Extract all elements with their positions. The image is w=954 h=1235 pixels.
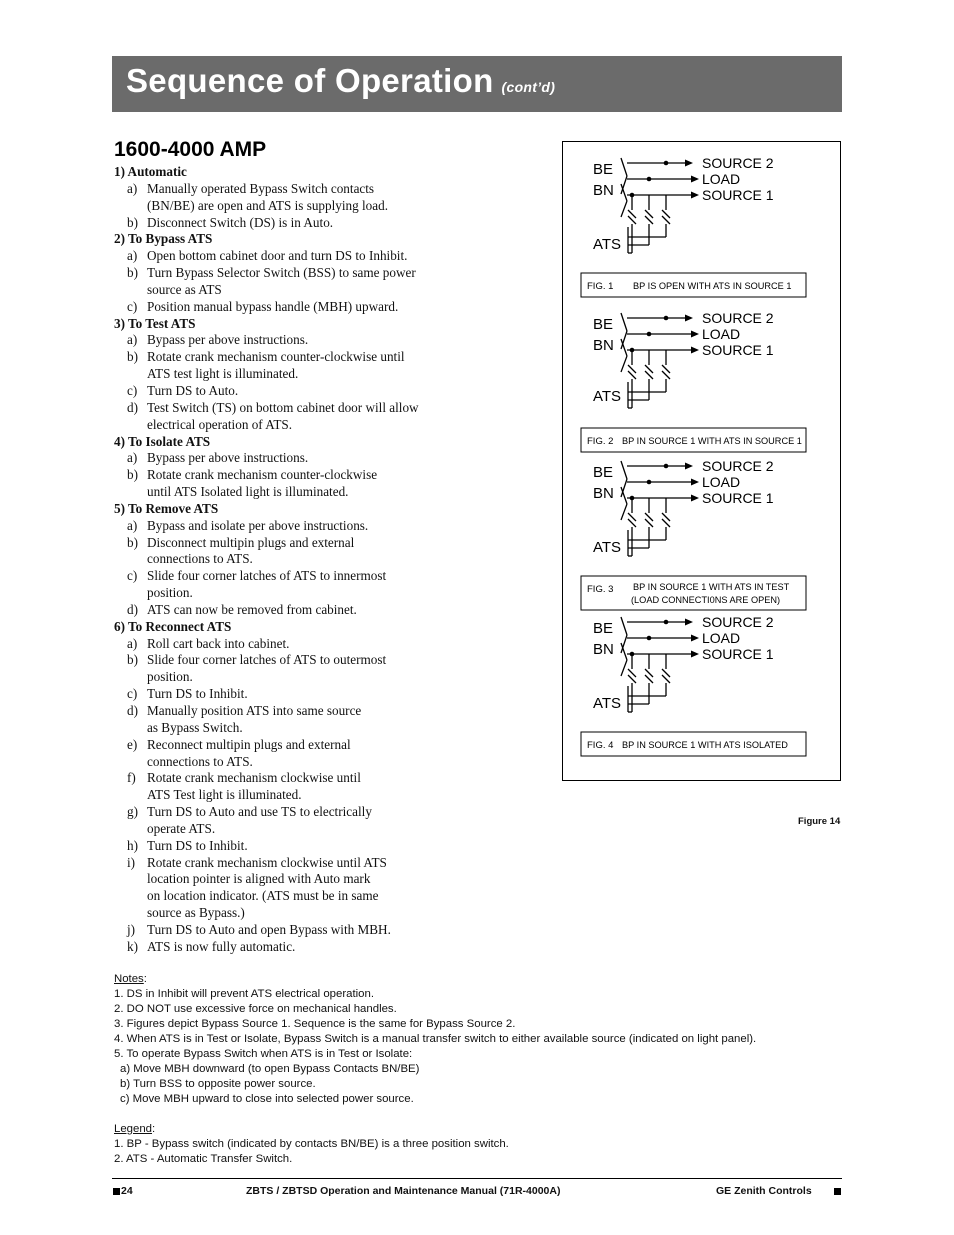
item-text-line: Turn DS to Inhibit.: [147, 686, 248, 702]
item-letter: a): [127, 635, 138, 651]
step-item: [114, 804, 554, 838]
item-letter: f): [127, 770, 136, 786]
item-text-line: Reconnect multipin plugs and external: [147, 736, 351, 752]
junction-dot: [664, 161, 669, 166]
step-item: [114, 602, 554, 619]
label-source-2: SOURCE 2: [702, 458, 774, 474]
list-item: 4. When ATS is in Test or Isolate, Bypass Switch is a manual transfer switch to either available source (indicated on light panel).: [114, 1033, 757, 1045]
arrow-source-2: [685, 160, 693, 167]
item-text-line: ATS can now be removed from cabinet.: [147, 601, 357, 617]
step-item: [114, 518, 554, 535]
bypass-switch-diagrams: [563, 142, 842, 782]
item-letter: d): [127, 399, 138, 415]
step-item: [114, 686, 554, 703]
junction-dot: [664, 316, 669, 321]
label-source-2: SOURCE 2: [702, 614, 774, 630]
item-text-line: ATS is now fully automatic.: [147, 938, 296, 954]
manual-title: ZBTS / ZBTSD Operation and Maintenance Manual (71R-4000A): [246, 1185, 561, 1197]
procedure-steps: [114, 164, 554, 956]
notes-section: [114, 972, 854, 1167]
junction-dot: [647, 177, 652, 182]
step-item: [114, 215, 554, 232]
list-item: 5. To operate Bypass Switch when ATS is in Test or Isolate:: [114, 1048, 413, 1060]
item-letter: g): [127, 804, 138, 820]
junction-dot: [664, 464, 669, 469]
item-text-line: Turn Bypass Selector Switch (BSS) to same power: [147, 265, 416, 281]
label-source-1: SOURCE 1: [702, 342, 774, 358]
arrow-load: [691, 331, 699, 338]
step-item: [114, 181, 554, 215]
item-text-line: Turn DS to Auto.: [147, 382, 239, 398]
step-item: [114, 855, 554, 922]
item-text-line: Rotate crank mechanism counter-clockwise until: [147, 349, 405, 365]
label-ats: ATS: [593, 388, 622, 405]
step-item: [114, 332, 554, 349]
section-heading: 1600-4000 AMP: [114, 138, 267, 161]
label-ats: ATS: [593, 695, 622, 712]
step-title: 4) To Isolate ATS: [114, 433, 211, 449]
junction-dot: [647, 636, 652, 641]
step-title: 5) To Remove ATS: [114, 500, 219, 516]
step-item: [114, 400, 554, 434]
item-text-line: (BN/BE) are open and ATS is supplying load.: [147, 197, 389, 213]
item-letter: i): [127, 854, 136, 870]
figure-caption: Figure 14: [798, 816, 841, 827]
contact-be: [621, 313, 627, 331]
figure-14-box: [562, 141, 841, 781]
label-be: BE: [593, 161, 614, 178]
label-source-2: SOURCE 2: [702, 155, 774, 171]
label-load: LOAD: [702, 171, 741, 187]
step-item: [114, 703, 554, 737]
item-text-line: location pointer is aligned with Auto mark: [147, 871, 371, 887]
arrow-load: [691, 635, 699, 642]
step-item: [114, 652, 554, 686]
item-text-line: Position manual bypass handle (MBH) upward.: [147, 298, 399, 314]
step-item: [114, 568, 554, 602]
step-item: [114, 770, 554, 804]
item-text-line: Manually operated Bypass Switch contacts: [147, 180, 375, 196]
item-text-line: Manually position ATS into same source: [147, 703, 362, 718]
page-title: [126, 62, 555, 100]
page-number: 24: [121, 1185, 133, 1197]
item-letter: b): [127, 534, 138, 550]
item-text-line: Turn DS to Auto and open Bypass with MBH.: [147, 921, 391, 937]
label-load: LOAD: [702, 474, 741, 490]
arrow-source-1: [691, 192, 699, 199]
list-item: 1. BP - Bypass switch (indicated by contacts BN/BE) is a three position switch.: [114, 1138, 509, 1150]
legend-heading-text: Legend: [114, 1123, 153, 1135]
arrow-source-2: [685, 315, 693, 322]
item-text-line: Slide four corner latches of ATS to innermost: [147, 568, 387, 584]
arrow-source-1: [691, 651, 699, 658]
contact-bn: [621, 504, 627, 520]
header-banner: [112, 56, 842, 112]
label-source-1: SOURCE 1: [702, 187, 774, 203]
item-letter: b): [127, 349, 138, 365]
figure-number: FIG. 2: [587, 436, 614, 447]
junction-dot: [647, 480, 652, 485]
label-load: LOAD: [702, 326, 741, 342]
item-text-line: position.: [147, 669, 193, 685]
label-ats: ATS: [593, 539, 622, 556]
item-letter: a): [127, 248, 138, 264]
item-text-line: until ATS Isolated light is illuminated.: [147, 484, 349, 500]
item-text-line: Turn DS to Inhibit.: [147, 837, 248, 853]
item-text-line: electrical operation of ATS.: [147, 416, 293, 432]
item-text-line: source as Bypass.): [147, 905, 245, 921]
footer-square-right: [834, 1188, 841, 1195]
item-text-line: source as ATS: [147, 281, 222, 297]
step-item: [114, 349, 554, 383]
item-letter: a): [127, 332, 138, 348]
figure-number: FIG. 1: [587, 281, 614, 292]
figure-caption-text: BP IN SOURCE 1 WITH ATS ISOLATED: [622, 740, 788, 750]
item-text-line: on location indicator. (ATS must be in same: [147, 888, 379, 904]
item-letter: d): [127, 703, 138, 718]
arrow-load: [691, 176, 699, 183]
item-text-line: operate ATS.: [147, 820, 216, 836]
step-title: 2) To Bypass ATS: [114, 231, 213, 247]
step-item: [114, 737, 554, 771]
item-letter: a): [127, 517, 138, 533]
contact-bn: [621, 201, 627, 217]
legend-heading: Legend:: [114, 1123, 156, 1135]
item-text-line: ATS Test light is illuminated.: [147, 787, 302, 803]
list-item: 2. DO NOT use excessive force on mechanical handles.: [114, 1003, 397, 1015]
list-item: 3. Figures depict Bypass Source 1. Sequence is the same for Bypass Source 2.: [114, 1018, 516, 1030]
item-text-line: Rotate crank mechanism clockwise until ATS: [147, 854, 387, 870]
label-source-1: SOURCE 1: [702, 490, 774, 506]
figure-number: FIG. 4: [587, 740, 614, 751]
item-text-line: Rotate crank mechanism counter-clockwise: [147, 467, 378, 483]
step-item: [114, 383, 554, 400]
step-title: 6) To Reconnect ATS: [114, 618, 232, 634]
item-text-line: Open bottom cabinet door and turn DS to Inhibit.: [147, 248, 408, 264]
step-title: 1) Automatic: [114, 164, 187, 179]
item-text-line: connections to ATS.: [147, 551, 253, 567]
label-bn: BN: [593, 182, 614, 199]
footer-rule: [112, 1178, 842, 1179]
item-text-line: connections to ATS.: [147, 753, 253, 769]
arrow-source-2: [685, 463, 693, 470]
item-text-line: Roll cart back into cabinet.: [147, 635, 290, 651]
junction-dot: [664, 620, 669, 625]
label-ats: ATS: [593, 236, 622, 253]
label-be: BE: [593, 620, 614, 637]
item-letter: b): [127, 652, 138, 668]
item-letter: a): [127, 450, 138, 466]
item-text-line: Bypass per above instructions.: [147, 450, 309, 466]
figure-caption-text: BP IN SOURCE 1 WITH ATS IN SOURCE 1: [622, 436, 802, 446]
junction-dot: [647, 332, 652, 337]
step-item: [114, 265, 554, 299]
list-item: 2. ATS - Automatic Transfer Switch.: [114, 1153, 293, 1165]
item-letter: b): [127, 265, 138, 281]
contact-be: [621, 461, 627, 479]
item-letter: b): [127, 214, 138, 230]
item-text-line: Bypass per above instructions.: [147, 332, 309, 348]
item-letter: c): [127, 298, 138, 314]
contact-be: [621, 617, 627, 635]
item-letter: j): [127, 921, 136, 937]
notes-heading: Notes:: [114, 973, 147, 985]
item-text-line: Test Switch (TS) on bottom cabinet door will allow: [147, 399, 419, 415]
list-item: a) Move MBH downward (to open Bypass Contacts BN/BE): [120, 1063, 420, 1075]
item-text-line: Slide four corner latches of ATS to outermost: [147, 652, 387, 668]
figure-caption-text: BP IN SOURCE 1 WITH ATS IN TEST: [633, 582, 790, 592]
item-letter: k): [127, 938, 138, 954]
step-item: [114, 467, 554, 501]
label-be: BE: [593, 464, 614, 481]
arrow-load: [691, 479, 699, 486]
item-text-line: as Bypass Switch.: [147, 719, 243, 735]
step-item: [114, 450, 554, 467]
step-item: [114, 636, 554, 653]
item-text-line: Bypass and isolate per above instructions.: [147, 517, 369, 533]
label-be: BE: [593, 316, 614, 333]
footer-square-left: [113, 1188, 120, 1195]
figure-caption-text: BP IS OPEN WITH ATS IN SOURCE 1: [633, 281, 792, 291]
list-item: c) Move MBH upward to close into selected power source.: [120, 1093, 414, 1105]
item-letter: e): [127, 736, 138, 752]
step-item: [114, 838, 554, 855]
contact-be: [621, 158, 627, 176]
list-item: b) Turn BSS to opposite power source.: [120, 1078, 316, 1090]
label-source-1: SOURCE 1: [702, 646, 774, 662]
item-letter: c): [127, 382, 138, 398]
figure-caption-text: (LOAD CONNECTI0NS ARE OPEN): [631, 595, 781, 605]
item-text-line: ATS test light is illuminated.: [147, 366, 299, 382]
step-item: [114, 248, 554, 265]
label-load: LOAD: [702, 630, 741, 646]
item-text-line: position.: [147, 585, 193, 601]
company-name: GE Zenith Controls: [716, 1185, 812, 1197]
item-letter: c): [127, 568, 138, 584]
arrow-source-2: [685, 619, 693, 626]
list-item: 1. DS in Inhibit will prevent ATS electrical operation.: [114, 988, 374, 1000]
figure-number: FIG. 3: [587, 584, 614, 595]
item-text-line: Disconnect Switch (DS) is in Auto.: [147, 214, 334, 230]
arrow-source-1: [691, 495, 699, 502]
item-letter: a): [127, 180, 138, 196]
step-title: 3) To Test ATS: [114, 315, 196, 331]
title-text: Sequence of Operation: [126, 62, 494, 99]
item-letter: h): [127, 837, 138, 853]
item-letter: c): [127, 686, 138, 702]
step-item: [114, 299, 554, 316]
step-item: [114, 939, 554, 956]
legend-list: [114, 1137, 854, 1167]
notes-heading-text: Notes: [114, 973, 144, 985]
item-text-line: Rotate crank mechanism clockwise until: [147, 770, 361, 786]
item-letter: d): [127, 601, 138, 617]
contact-bn: [621, 356, 627, 372]
item-text-line: Turn DS to Auto and use TS to electrically: [147, 804, 372, 820]
step-item: [114, 922, 554, 939]
notes-sub-list: [114, 1062, 854, 1107]
contact-bn: [621, 660, 627, 676]
notes-list: [114, 987, 854, 1062]
label-bn: BN: [593, 337, 614, 354]
item-letter: b): [127, 467, 138, 483]
arrow-source-1: [691, 347, 699, 354]
label-bn: BN: [593, 641, 614, 658]
title-subtitle: (cont’d): [501, 79, 556, 95]
item-text-line: Disconnect multipin plugs and external: [147, 534, 355, 550]
label-bn: BN: [593, 485, 614, 502]
label-source-2: SOURCE 2: [702, 310, 774, 326]
step-item: [114, 535, 554, 569]
